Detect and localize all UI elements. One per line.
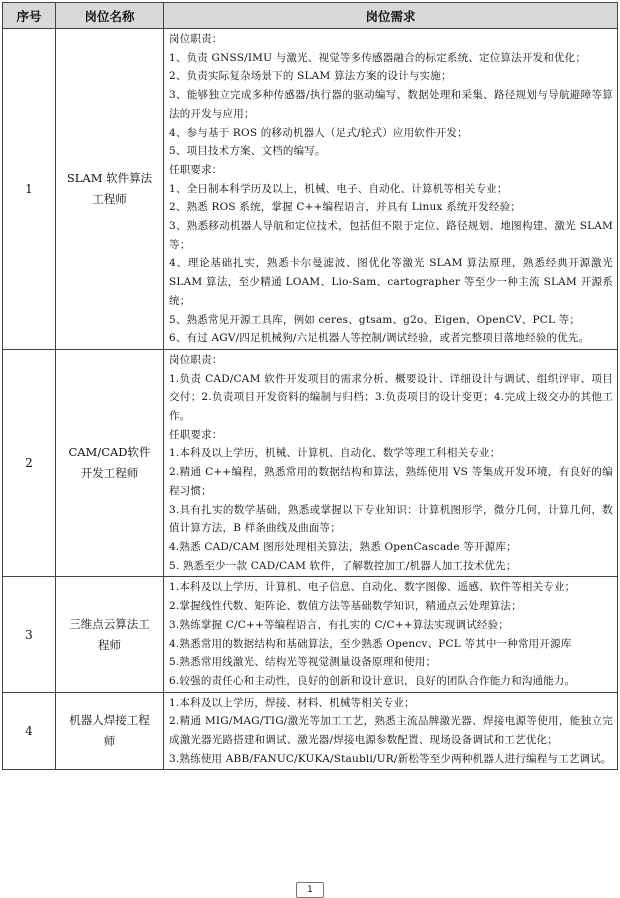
table-row	[3, 349, 618, 576]
requirement-line: 5、熟悉常见开源工具库，例如 ceres、gtsam、g2o、Eigen、OpenCV、PCL 等；	[169, 313, 581, 326]
requirement-line: 岗位职责：	[169, 33, 223, 45]
table-header-row	[3, 3, 618, 29]
requirement-line: 1、负责 GNSS/IMU 与激光、视觉等多传感器融合的标定系统、定位算法开发和优化；	[169, 51, 587, 64]
row-index: 4	[3, 692, 56, 770]
requirement-line: 5、项目技术方案、文档的编写。	[169, 145, 326, 158]
requirement-line: 岗位职责：	[169, 353, 223, 366]
requirement-line: 1.负责 CAD/CAM 软件开发项目的需求分析、概要设计、详细设计与调试、组织评审、项目交付；2.负责项目开发资料的编制与归档；3.负责项目的设计变更；4.完成上级交办的其他工作。	[169, 372, 613, 423]
requirement-line: 4、参与基于 ROS 的移动机器人（足式/轮式）应用软件开发；	[169, 126, 468, 139]
requirement-line: 4.熟悉常用的数据结构和基础算法，至少熟悉 Opencv、PCL 等其中一种常用开源库	[169, 637, 572, 650]
requirement-line: 2.精通 MIG/MAG/TIG/激光等加工工艺，熟悉主流品牌激光器、焊接电源等使用，能独立完成激光器光路搭建和调试、激光器/焊接电源参数配置、现场设备调试和工艺优化；	[169, 715, 613, 747]
requirement-line: 1、全日制本科学历及以上，机械、电子、自动化、计算机等相关专业；	[169, 182, 508, 195]
requirement-line: 1.本科及以上学历，计算机、电子信息、自动化、数字图像、遥感、软件等相关专业；	[169, 581, 576, 594]
requirement-line: 3、能够独立完成多种传感器/执行器的驱动编写、数据处理和采集、路径规划与导航避障等算法的开发与应用；	[169, 89, 613, 120]
header-position-requirements: 岗位需求	[164, 3, 618, 29]
header-position-name: 岗位名称	[56, 3, 164, 29]
requirement-line: 任职要求：	[169, 163, 223, 176]
requirement-line: 1.本科及以上学历，焊接、材料、机械等相关专业；	[169, 696, 415, 709]
requirement-line: 2、熟悉 ROS 系统，掌握 C++编程语言，并具有 Linux 系统开发经验；	[169, 201, 521, 214]
position-name: SLAM 软件算法工程师	[56, 29, 164, 350]
requirement-line: 3.熟练掌握 C/C++等编程语言，有扎实的 C/C++算法实现调试经验；	[169, 618, 509, 631]
page-number: 1	[296, 882, 324, 898]
requirement-line: 3、熟悉移动机器人导航和定位技术，包括但不限于定位、路径规划、地图构建、激光 SLAM 等；	[169, 220, 613, 251]
requirement-line: 任职要求：	[169, 428, 223, 441]
position-name: CAM/CAD软件开发工程师	[56, 349, 164, 576]
requirement-line: 3.具有扎实的数学基础，熟悉或掌握以下专业知识：计算机图形学，微分几何，计算几何，数值计算方法，B 样条曲线及曲面等；	[169, 503, 613, 535]
header-index: 序号	[3, 3, 56, 29]
position-requirements	[164, 692, 618, 770]
requirement-line: 4、理论基础扎实，熟悉卡尔曼滤波、图优化等激光 SLAM 算法原理，熟悉经典开源激光 SLAM 算法，至少精通 LOAM、Lio-Sam、cartographer 等至少一种主流 SLAM 开源系统；	[169, 257, 613, 307]
job-requirements-table	[2, 2, 618, 770]
row-index: 3	[3, 577, 56, 692]
requirement-line: 6、有过 AGV/四足机械狗/六足机器人等控制/调试经验，或者完整项目落地经验的优先。	[169, 332, 590, 345]
requirement-line: 5. 熟悉至少一款 CAD/CAM 软件，了解数控加工/机器人加工技术优先；	[169, 559, 517, 572]
requirement-line: 1.本科及以上学历，机械、计算机、自动化、数学等理工科相关专业；	[169, 447, 501, 460]
row-index: 1	[3, 29, 56, 350]
position-name: 三维点云算法工程师	[56, 577, 164, 692]
position-requirements	[164, 577, 618, 692]
row-index: 2	[3, 349, 56, 576]
requirement-line: 2、负责实际复杂场景下的 SLAM 算法方案的设计与实施；	[169, 70, 452, 83]
requirement-line: 5.熟悉常用线激光、结构光等视觉测量设备原理和使用；	[169, 656, 437, 669]
requirement-line: 6.较强的责任心和主动性，良好的创新和设计意识，良好的团队合作能力和沟通能力。	[169, 674, 576, 687]
requirement-line: 2.掌握线性代数、矩阵论、数值方法等基础数学知识，精通点云处理算法；	[169, 600, 522, 613]
table-row	[3, 29, 618, 350]
position-requirements	[164, 29, 618, 350]
requirement-line: 3.熟练使用 ABB/FANUC/KUKA/Staubli/UR/新松等至少两种机器人进行编程与工艺调试。	[169, 752, 612, 765]
table-row	[3, 577, 618, 692]
table-row	[3, 692, 618, 770]
position-name: 机器人焊接工程师	[56, 692, 164, 770]
position-requirements	[164, 349, 618, 576]
requirement-line: 4.熟悉 CAD/CAM 图形处理相关算法，熟悉 OpenCascade 等开源库；	[169, 540, 517, 553]
requirement-line: 2.精通 C++编程，熟悉常用的数据结构和算法，熟练使用 VS 等集成开发环境，有良好的编程习惯；	[169, 466, 613, 497]
